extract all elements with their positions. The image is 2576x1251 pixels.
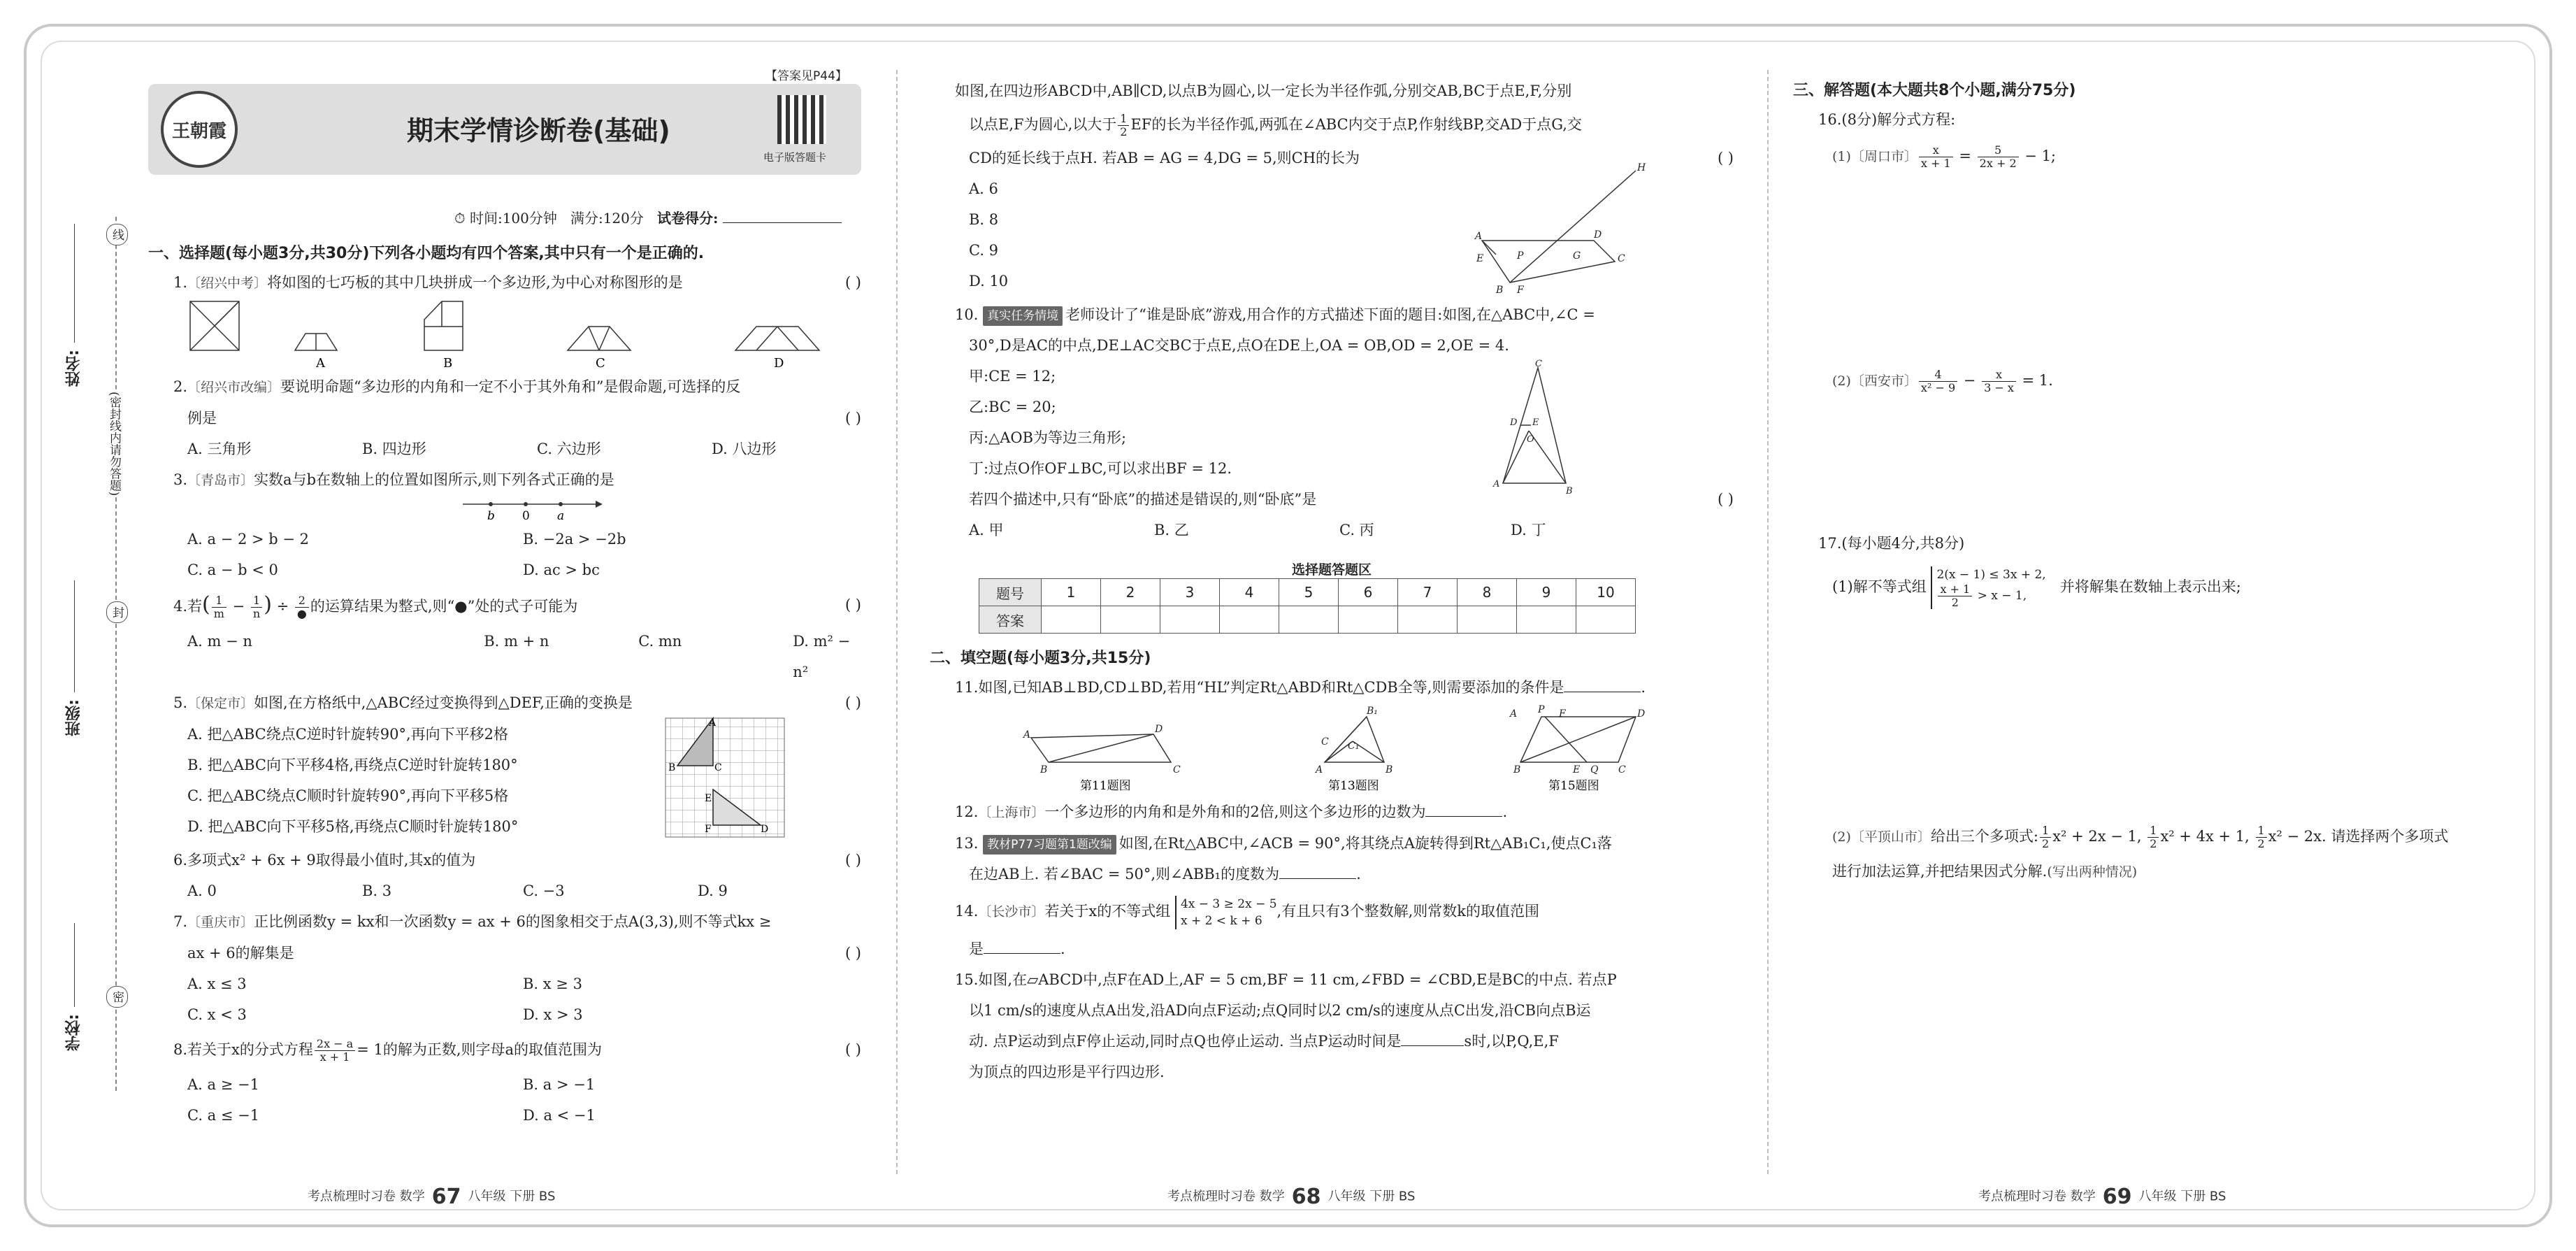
page-number: 67 [431, 1185, 461, 1209]
svg-text:B: B [1386, 764, 1393, 775]
question-8: 8.若关于x的分式方程 $\frac{2x - a}{x + 1}$ = 1的解为正数,则字母a的取值范围为 ( ) [173, 1037, 861, 1064]
answer-cell[interactable] [1279, 606, 1339, 634]
question-16-part-1: (1)〔周口市〕 $\frac{x}{x + 1}$ = $\frac{5}{2x + 2}$ − 1; [1832, 143, 2057, 170]
axis-label-b: b [487, 509, 495, 523]
fig-label-a: A [316, 356, 325, 371]
svg-text:P: P [1517, 250, 1524, 262]
svg-text:C₁: C₁ [1348, 741, 1360, 752]
question-12: 12.〔上海市〕一个多边形的内角和是外角和的2倍,则这个多边形的边数为 . [955, 803, 1508, 820]
question-5: 5.〔保定市〕如图,在方格纸中,△ABC经过变换得到△DEF,正确的变换是 ( ) [173, 694, 861, 711]
question-10: 10. 真实任务情境 老师设计了“谁是卧底”游戏,用合作的方式描述下面的题目:如图,在△ABC中,∠C = [930, 299, 1734, 330]
page-title: 期末学情诊断卷(基础) [407, 115, 670, 146]
section-heading-fill: 二、填空题(每小题3分,共15分) [930, 650, 1151, 667]
page-number: 68 [1291, 1185, 1321, 1209]
option[interactable]: D. 八边形 [712, 441, 777, 457]
column-divider [1767, 70, 1769, 1174]
svg-text:E: E [1476, 253, 1484, 264]
title-banner [148, 84, 861, 175]
answer-blank[interactable] [1279, 864, 1356, 879]
option[interactable]: B. a > −1 [523, 1076, 596, 1093]
question-17: 17.(每小题4分,共8分) [1818, 535, 1965, 552]
name-line [74, 224, 75, 343]
svg-text:F: F [1517, 285, 1524, 296]
question-2-options [148, 434, 861, 464]
svg-text:F: F [705, 824, 712, 835]
question-14: 14.〔长沙市〕若关于x的不等式组 4x − 3 ≥ 2x − 5 x + 2 < k + 6 ,有且只有3个整数解,则常数k的取值范围 [955, 896, 1539, 928]
option-c-figure [568, 327, 631, 350]
svg-text:A: A [1316, 764, 1323, 775]
answer-cell[interactable] [1220, 606, 1279, 634]
svg-text:G: G [1573, 250, 1581, 262]
option[interactable]: B. m + n [484, 633, 549, 650]
svg-text:C: C [1618, 253, 1625, 264]
answer-cell[interactable] [1101, 606, 1160, 634]
option[interactable]: B. x ≥ 3 [523, 975, 582, 992]
grid-transform-figure [659, 715, 784, 848]
option[interactable]: B. 把△ABC向下平移4格,再绕点C逆时针旋转180° [187, 757, 518, 773]
number-line-figure [148, 496, 847, 521]
svg-text:C: C [1321, 736, 1329, 748]
answer-blank[interactable] [1425, 802, 1502, 817]
tangram-figures [176, 299, 875, 369]
option[interactable]: A. 甲 [969, 522, 1004, 538]
option[interactable]: A. a ≥ −1 [187, 1076, 259, 1093]
answer-reference: 【答案见P44】 [765, 69, 847, 83]
question-4: 4.若( $\frac{1}{m}$ − $\frac{1}{n}$ ) ÷ $\frac{2}{●}$ 的运算结果为整式,则“●”处的式子可能为 ( ) [173, 592, 861, 620]
option[interactable]: B. −2a > −2b [523, 531, 626, 548]
option[interactable]: D. a < −1 [523, 1107, 596, 1124]
option[interactable]: C. 六边形 [537, 441, 601, 457]
column-divider [896, 70, 898, 1174]
question-17-part-1: (1)解不等式组 2(x − 1) ≤ 3x + 2, $\frac{x + 1}{2}$ > x − 1, 并将解集在数轴上表示出来; [1832, 568, 2241, 609]
section-heading-solve: 三、解答题(本大题共8个小题,满分75分) [1793, 82, 2076, 99]
option[interactable]: A. x ≤ 3 [187, 975, 247, 992]
question-1: 1.〔绍兴中考〕将如图的七巧板的其中几块拼成一个多边形,为中心对称图形的是 ( ) [173, 274, 861, 291]
svg-text:B: B [1040, 764, 1048, 775]
school-label: 学校: [65, 1014, 82, 1051]
option[interactable]: A. 6 [969, 180, 998, 197]
fig-label-d: D [774, 356, 784, 371]
option[interactable]: C. 丙 [1339, 522, 1374, 538]
option[interactable]: C. −3 [523, 882, 565, 899]
answer-cell[interactable] [1517, 606, 1576, 634]
axis-label-0: 0 [522, 509, 530, 523]
answer-cell[interactable] [1339, 606, 1398, 634]
page-footer-69: 考点梳理时习卷 数学 69 八年级 下册 BS [1978, 1185, 2226, 1209]
answer-table: 题号 1 2 3 4 5 6 7 8 9 10 答案 [979, 578, 1636, 634]
answer-space[interactable] [1793, 402, 2527, 528]
class-label: 班级: [65, 699, 82, 736]
answer-cell[interactable] [1042, 606, 1101, 634]
svg-text:A: A [1475, 231, 1483, 242]
svg-text:A: A [1510, 708, 1518, 720]
option[interactable]: C. 9 [969, 242, 999, 259]
svg-text:A: A [709, 717, 717, 729]
option-b-figure [424, 301, 463, 350]
option[interactable]: B. 8 [969, 211, 999, 228]
page-footer-67: 考点梳理时习卷 数学 67 八年级 下册 BS [308, 1185, 556, 1209]
svg-text:D: D [1155, 724, 1163, 735]
section-heading-choice: 一、选择题(每小题3分,共30分)下列各小题均有四个答案,其中只有一个是正确的. [148, 245, 705, 262]
fig-caption: 第13题图 [1328, 779, 1379, 793]
question-16-part-2: (2)〔西安市〕 $\frac{4}{\text{x² − 9}}$ − $\frac{x}{3 - x}$ = 1. [1832, 368, 2053, 394]
option[interactable]: D. 9 [698, 882, 728, 899]
school-line [74, 923, 75, 1007]
seal-label-top: 线 [106, 224, 128, 245]
question-2: 2.〔绍兴市改编〕要说明命题“多边形的内角和一定不小于其外角和”是假命题,可选择的反 [173, 378, 741, 395]
column-right: 三、解答题(本大题共8个小题,满分75分) 16.(8分)解分式方程: (1)〔周口市〕 $\frac{x}{x + 1}$ = $\frac{5}{2x + 2}$ − 1; (2)〔西安市〕 $\frac{4}{\text{x² − 9}}$ − $\frac{x}{3 - x}$ = 1. 17.(每小题4分,共8分) (1)解不等式组 2(x − 1) ≤ 3x + 2, $\frac{x + 1}{2}$ > x − 1, 并将解集在数轴上表示出来; (2)〔平顶山市〕给出三个多项式: $\frac{1}{2}$ x² + 2x − 1, $\frac{1}{2}$ x² + 4x + 1, $\frac{1}{2}$ x² − 2x. 请选择两个多项式 进行加法运算,并把结果因式分解.(写出两种情况) [1793, 78, 2527, 1181]
answer-blank[interactable] [1401, 1031, 1464, 1046]
svg-text:B: B [1513, 764, 1521, 775]
svg-text:A: A [1493, 479, 1500, 489]
fig-label-c: C [596, 356, 605, 371]
svg-text:E: E [705, 793, 712, 804]
svg-text:E: E [1532, 417, 1539, 428]
quadrilateral-figure [1447, 157, 1646, 296]
question-9: 如图,在四边形ABCD中,AB∥CD,以点B为圆心,以一定长为半径作弧,分别交AB,BC于点E,F,分别 [955, 83, 1572, 99]
option[interactable]: A. 0 [187, 882, 217, 899]
axis-label-a: a [557, 509, 565, 523]
svg-text:B: B [1496, 285, 1504, 296]
answer-area-title: 选择题答题区 [1291, 562, 1372, 578]
answer-cell[interactable] [1160, 606, 1220, 634]
svg-text:A: A [1023, 729, 1031, 741]
option[interactable]: C. a − b < 0 [187, 562, 278, 578]
answer-space[interactable] [1793, 178, 2527, 359]
svg-text:O: O [1527, 434, 1534, 445]
seal-line [115, 217, 117, 1091]
answer-blank[interactable] [984, 939, 1060, 954]
triangle-figure [1489, 361, 1587, 501]
question-6: 6.多项式x² + 6x + 9取得最小值时,其x的值为 ( ) [173, 852, 861, 868]
svg-text:B: B [1566, 486, 1573, 496]
svg-text:C: C [1618, 764, 1626, 775]
svg-text:P: P [1538, 704, 1545, 715]
seal-label-mid: 封 [106, 601, 128, 623]
svg-text:D: D [761, 824, 769, 835]
option[interactable]: C. x < 3 [187, 1006, 247, 1023]
brand-logo: 王朝霞 [161, 91, 238, 168]
question-3: 3.〔青岛市〕实数a与b在数轴上的位置如图所示,则下列各式正确的是 [173, 471, 614, 488]
svg-text:C: C [714, 762, 722, 773]
option[interactable]: D. 10 [969, 273, 1009, 289]
svg-text:C: C [1535, 359, 1542, 369]
option[interactable]: A. 把△ABC绕点C逆时针旋转90°,再向下平移2格 [187, 726, 509, 743]
option[interactable]: B. 3 [362, 882, 392, 899]
question-15: 15.如图,在▱ABCD中,点F在AD上,AF = 5 cm,BF = 11 cm,∠FBD = ∠CBD,E是BC的中点. 若点P [955, 971, 1617, 988]
option[interactable]: B. 乙 [1154, 522, 1189, 538]
option[interactable]: D. ac > bc [523, 562, 600, 578]
option[interactable]: D. 丁 [1511, 522, 1546, 538]
answer-cell[interactable] [1458, 606, 1517, 634]
option[interactable]: D. 把△ABC向下平移5格,再绕点C顺时针旋转180° [187, 818, 519, 835]
answer-cell[interactable] [1398, 606, 1458, 634]
option[interactable]: B. 四边形 [362, 441, 426, 457]
svg-text:B₁: B₁ [1367, 706, 1378, 717]
option[interactable]: A. m − n [187, 633, 252, 650]
column-middle: 如图,在四边形ABCD中,AB∥CD,以点B为圆心,以一定长为半径作弧,分别交AB,BC于点E,F,分别 以点E,F为圆心,以大于 $\frac{1}{2}$ EF的长为半径作弧,两弧在∠ABC内交于点P,作射线BP,交AD于点G,交 CD的延长线于点H. 若AB = AG = 4,DG = 5,则CH的长为 ( ) A. 6 B. 8 C. 9 D. 10 A B C D E F G H P 10. 真实任务情境 老师设计了“谁是卧底”游戏,用合作的方式描述下面的题目:如图,在△ABC中,∠C = 30°,D是AC的中点,DE⊥AC交BC于点E,点O在DE上,OA = OB,OD = 2,OE = 4. 甲:CE = 12; 乙:BC = 20; 丙:△AOB为等边三角形; 丁:过点O作OF⊥BC,可以求出BF = 12. 若四个描述中,只有“卧底”的描述是错误的,则“卧底”是 ( ) C D E O A B A. 甲 B. 乙 C. 丙 D. 丁 选择题答题区 题号 1 2 3 4 5 6 7 8 9 10 答案 二、填空题(每小题3分,共15分) 11.如图,已知AB⊥BD,CD⊥BD,若用“HL”判定Rt△ABD和Rt△CDB全等,则需要添加的条件是 . A B C D A B₁ B C₁ C A P F D B E Q C 第11题图 第13题图 第15题图 12.〔上海市〕一个多边形的内角和是外角和的2倍,则这个多边形的边数为 . 13. 教材P77习题第1题改编 如图,在Rt△ABC中,∠ACB = 90°,将其绕点A旋转得到Rt△AB₁C₁,使点C₁落 在边AB上. 若∠BAC = 50°,则∠ABB₁的度数为 . 14.〔长沙市〕若关于x的不等式组 4x − 3 ≥ 2x − 5 x + 2 < k + 6 ,有且只有3个整数解,则常数k的取值范围 是 . 15.如图,在▱ABCD中,点F在AD上,AF = 5 cm,BF = 11 cm,∠FBD = ∠CBD,E是BC的中点. 若点P 以1 cm/s的速度从点A出发,沿AD向点F运动;点Q同时以2 cm/s的速度从点C出发,沿CB向点B运 动. 点P运动到点F停止运动,同时点Q也停止运动. 当点P运动时间是 s时,以P,Q,E,F 为顶点的四边形是平行四边形. [930, 76, 1734, 1181]
option[interactable]: D. m² − n² [793, 633, 851, 680]
seal-note: (密封线内请勿答题) [105, 392, 123, 496]
option[interactable]: C. 把△ABC绕点C顺时针旋转90°,再向下平移5格 [187, 787, 509, 804]
option[interactable]: A. a − 2 > b − 2 [187, 531, 310, 548]
class-line [74, 580, 75, 692]
clock-icon: ⏱ [454, 210, 466, 227]
svg-text:D: D [1594, 229, 1602, 241]
question-7: 7.〔重庆市〕正比例函数y = kx和一次函数y = ax + 6的图象相交于点A(3,3),则不等式kx ≥ [173, 913, 772, 930]
page-footer-68: 考点梳理时习卷 数学 68 八年级 下册 BS [1167, 1185, 1416, 1209]
svg-text:F: F [1559, 708, 1566, 720]
option-d-figure [735, 327, 819, 350]
figures-11-13-15 [930, 703, 1699, 794]
seal-label-bottom: 密 [106, 986, 128, 1008]
option[interactable]: A. 三角形 [187, 441, 252, 457]
question-17-part-2: (2)〔平顶山市〕给出三个多项式: $\frac{1}{2}$ x² + 2x − 1, $\frac{1}{2}$ x² + 4x + 1, $\frac{1}{2}$ x² − 2x. 请选择两个多项式 [1832, 824, 2449, 850]
option[interactable]: D. x > 3 [523, 1006, 583, 1023]
svg-text:E: E [1573, 764, 1581, 775]
svg-text:C: C [1173, 764, 1181, 775]
exam-info: ⏱ 时间:100分钟 满分:120分 试卷得分: [454, 207, 842, 227]
fig-label-b: B [443, 356, 453, 371]
answer-cell[interactable] [1576, 606, 1636, 634]
column-left: 一、选择题(每小题3分,共30分)下列各小题均有四个答案,其中只有一个是正确的. 1.〔绍兴中考〕将如图的七巧板的其中几块拼成一个多边形,为中心对称图形的是 ( ) A B C D 2.〔绍兴市改编〕要说明命题“多边形的内角和一定不小于其外角和”是假命题,可选择的反 例是 ( ) A. 三角形 B. 四边形 C. 六边形 D. 八边形 3.〔青岛市〕实数a与b在数轴上的位置如图所示,则下列各式正确的是 b 0 a A. a − 2 > b − 2 B. −2a > −2b C. a − b < 0 D. ac > bc 4.若( $\frac{1}{m}$ − $\frac{1}{n}$ ) ÷ $\frac{2}{●}$ 的运算结果为整式,则“●”处的式子可能为 ( ) A. m − n B. m + n C. mn D. m² − n² 5.〔保定市〕如图,在方格纸中,△ABC经过变换得到△DEF,正确的变换是 ( ) A. 把△ABC绕点C逆时针旋转90°,再向下平移2格 B. 把△ABC向下平移4格,再绕点C逆时针旋转180° C. 把△ABC绕点C顺时针旋转90°,再向下平移5格 D. 把△ABC向下平移5格,再绕点C顺时针旋转180° B C A E F D 6.多项式x² + 6x + 9取得最小值时,其x的值为 ( ) A. 0 B. 3 C. −3 D. 9 7.〔重庆市〕正比例函数y = kx和一次函数y = ax + 6的图象相交于点A(3,3),则不等式kx ≥ ax + 6的解集是 ( ) A. x ≤ 3 B. x ≥ 3 C. x < 3 D. x > 3 8.若关于x的分式方程 $\frac{2x - a}{x + 1}$ = 1的解为正数,则字母a的取值范围为 ( ) A. a ≥ −1 B. a > −1 C. a ≤ −1 D. a < −1 [148, 241, 861, 1181]
question-13: 13. 教材P77习题第1题改编 如图,在Rt△ABC中,∠ACB = 90°,将其绕点A旋转得到Rt△AB₁C₁,使点C₁落 [930, 828, 1734, 859]
score-blank[interactable] [723, 208, 842, 223]
answer-space[interactable] [1793, 615, 2527, 817]
svg-text:D: D [1637, 708, 1646, 720]
question-16: 16.(8分)解分式方程: [1818, 111, 1956, 128]
question-11: 11.如图,已知AB⊥BD,CD⊥BD,若用“HL”判定Rt△ABD和Rt△CDB全等,则需要添加的条件是 . [955, 679, 1646, 696]
name-label: 姓名: [65, 350, 82, 387]
answer-blank[interactable] [1564, 678, 1641, 692]
fig-caption: 第11题图 [1080, 779, 1131, 793]
qr-label: 电子版答题卡 [763, 151, 827, 164]
svg-text:Q: Q [1590, 764, 1599, 775]
option[interactable]: C. a ≤ −1 [187, 1107, 260, 1124]
qr-code-icon[interactable] [777, 95, 826, 144]
fig-caption: 第15题图 [1548, 779, 1599, 793]
svg-text:H: H [1637, 162, 1646, 173]
page-number: 69 [2102, 1185, 2132, 1209]
svg-text:D: D [1510, 417, 1518, 428]
option[interactable]: C. mn [638, 633, 682, 650]
svg-text:B: B [668, 762, 676, 773]
